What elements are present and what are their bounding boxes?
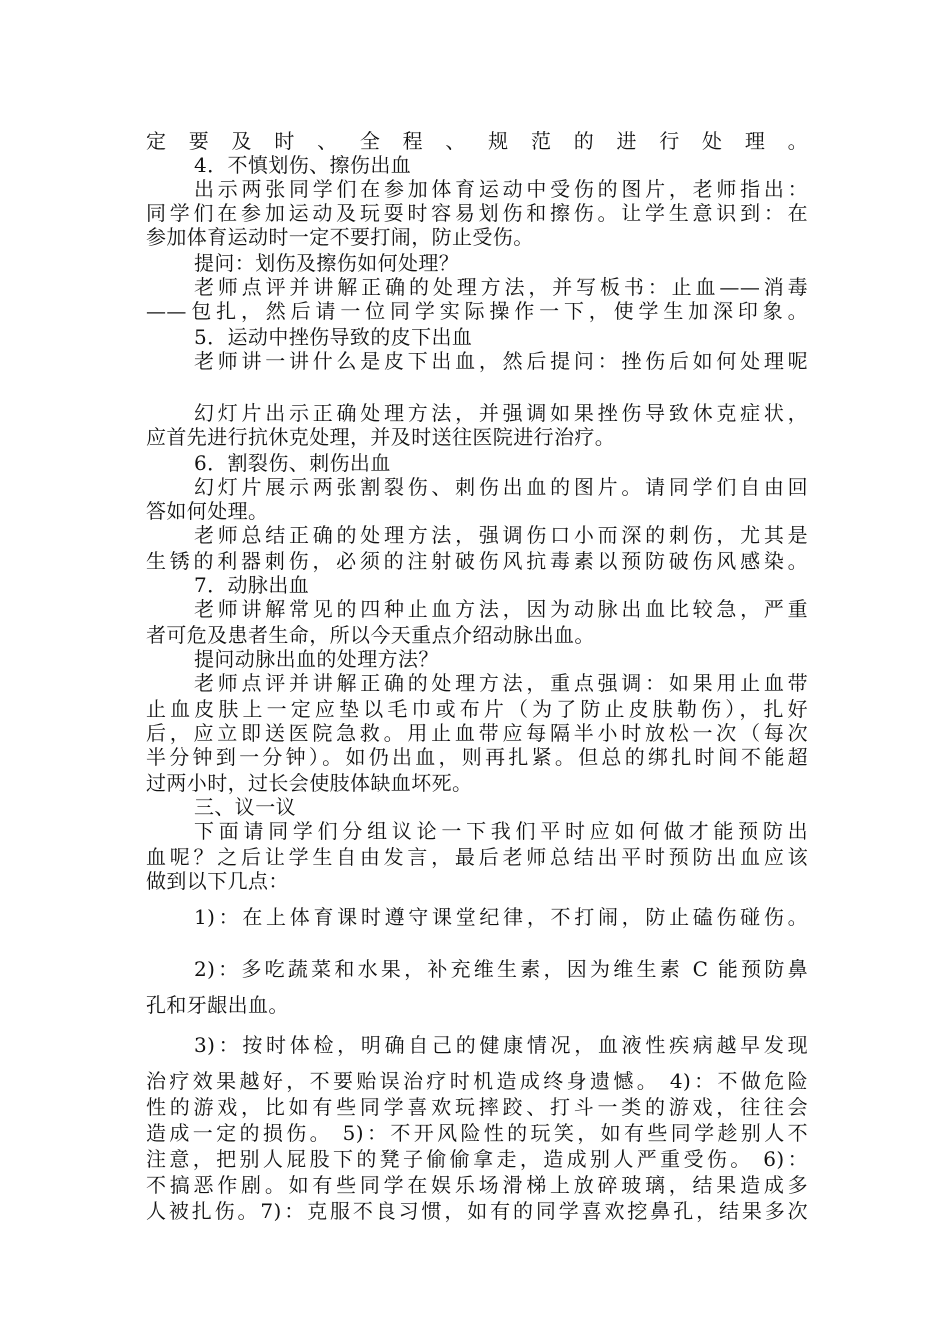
section-heading: 4．不慎划伤、擦伤出血 <box>194 153 412 177</box>
text-line: 生锈的利器刺伤，必须的注射破伤风抗毒素以预防破伤风感染。 <box>146 549 808 573</box>
text-line: 止血皮肤上一定应垫以毛巾或布片（为了防止皮肤勒伤），扎好 <box>146 697 808 721</box>
text-line: 定要及时、全程、规范的进行处理。 <box>146 129 808 153</box>
text-line: 应首先进行抗休克处理，并及时送往医院进行治疗。 <box>146 425 616 449</box>
text-line: 提问动脉出血的处理方法？ <box>194 647 439 671</box>
text-line: 性的游戏，比如有些同学喜欢玩摔跤、打斗一类的游戏，往往会 <box>146 1095 808 1119</box>
list-item: 1)：在上体育课时遵守课堂纪律，不打闹，防止磕伤碰伤。 <box>194 905 808 929</box>
text-line: 者可危及患者生命，所以今天重点介绍动脉出血。 <box>146 623 595 647</box>
text-line: 幻灯片出示正确处理方法，并强调如果挫伤导致休克症状， <box>194 401 808 425</box>
text-line: 老师总结正确的处理方法，强调伤口小而深的刺伤，尤其是 <box>194 523 808 547</box>
document-page <box>146 0 808 1344</box>
text-line: 答如何处理。 <box>146 499 269 523</box>
text-line: 老师讲解常见的四种止血方法，因为动脉出血比较急，严重 <box>194 597 808 621</box>
text-line: 血呢？之后让学生自由发言，最后老师总结出平时预防出血应该 <box>146 845 808 869</box>
text-line: 半分钟到一分钟）。如仍出血，则再扎紧。但总的绑扎时间不能超 <box>146 745 808 769</box>
section-heading: 5．运动中挫伤导致的皮下出血 <box>194 325 473 349</box>
text-line: 人被扎伤。7)：克服不良习惯，如有的同学喜欢挖鼻孔，结果多次 <box>146 1199 808 1223</box>
text-line: 老师讲一讲什么是皮下出血，然后提问：挫伤后如何处理呢 <box>194 349 808 373</box>
section-heading: 三、议一议 <box>194 795 296 819</box>
text-line: 做到以下几点： <box>146 869 289 893</box>
text-line: 出示两张同学们在参加体育运动中受伤的图片，老师指出： <box>194 177 808 201</box>
text-line: 幻灯片展示两张割裂伤、刺伤出血的图片。请同学们自由回 <box>194 475 808 499</box>
text-line: 治疗效果越好，不要贻误治疗时机造成终身遗憾。 4)：不做危险 <box>146 1069 808 1093</box>
list-item: 2)：多吃蔬菜和水果，补充维生素，因为维生素 C 能预防鼻 <box>194 957 808 981</box>
text-line: 老师点评并讲解正确的处理方法，并写板书：止血——消毒 <box>194 275 808 299</box>
text-line: 参加体育运动时一定不要打闹，防止受伤。 <box>146 225 534 249</box>
text-line: 造成一定的损伤。 5)：不开风险性的玩笑，如有些同学趁别人不 <box>146 1121 808 1145</box>
text-line: 老师点评并讲解正确的处理方法，重点强调：如果用止血带 <box>194 671 808 695</box>
text-line: 下面请同学们分组议论一下我们平时应如何做才能预防出 <box>194 819 808 843</box>
text-line: 过两小时，过长会使肢体缺血坏死。 <box>146 771 473 795</box>
text-line: 同学们在参加运动及玩耍时容易划伤和擦伤。让学生意识到：在 <box>146 201 808 225</box>
text-line: 注意，把别人屁股下的凳子偷偷拿走，造成别人严重受伤。 6)： <box>146 1147 808 1171</box>
text-line: 不搞恶作剧。如有些同学在娱乐场滑梯上放碎玻璃，结果造成多 <box>146 1173 808 1197</box>
text-line: 孔和牙龈出血。 <box>146 993 289 1017</box>
text-line: 后，应立即送医院急救。用止血带应每隔半小时放松一次（每次 <box>146 721 808 745</box>
list-item: 3)：按时体检，明确自己的健康情况，血液性疾病越早发现 <box>194 1033 808 1057</box>
section-heading: 7．动脉出血 <box>194 573 310 597</box>
text-line: ——包扎，然后请一位同学实际操作一下，使学生加深印象。 <box>146 299 808 323</box>
section-heading: 6．割裂伤、刺伤出血 <box>194 451 391 475</box>
text-line: 提问：划伤及擦伤如何处理？ <box>194 251 460 275</box>
